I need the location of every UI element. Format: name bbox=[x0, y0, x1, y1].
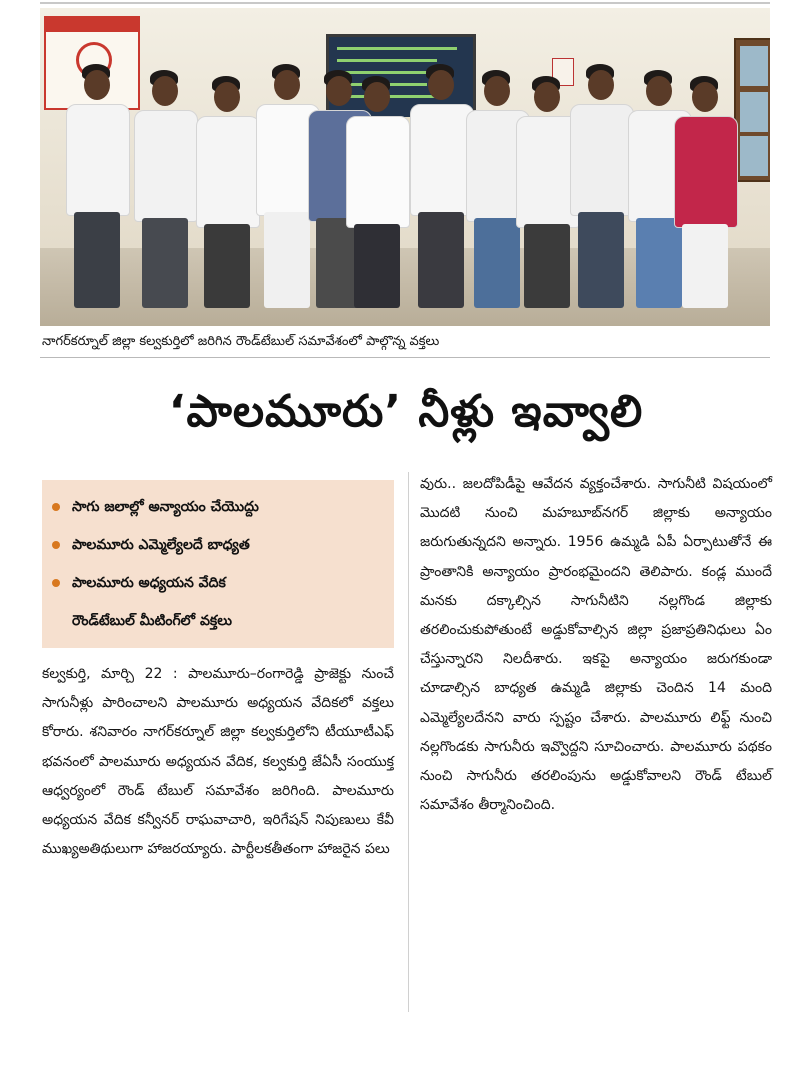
photo-window bbox=[734, 38, 770, 182]
bullet-icon bbox=[52, 541, 60, 549]
highlight-continuation: రౌండ్‌టేబుల్ మీటింగ్‌లో వక్తలు bbox=[72, 613, 232, 629]
headline: ‘పాలమూరు’ నీళ్లు ఇవ్వాలి bbox=[168, 386, 644, 437]
article-paragraph: కల్వకుర్తి, మార్చి 22 : పాలమూరు–రంగారెడ్డి ప్రాజెక్టు నుంచే సాగునీళ్లు పారించాలని పాలమూరు అధ్యయన వేదికలో వక్తలు కోరారు. శనివారం నాగర్‌కర్నూల్ జిల్లా కల్వకుర్తిలోని టీయూటీఎఫ్ భవనంలో పాలమూరు అధ్యయన వేదిక, కల్వకుర్తి జేఏసీ సంయుక్త ఆధ్వర్యంలో రౌండ్ టేబుల్ సమావేశం జరిగింది. పాలమూరు అధ్యయన వేదిక కన్వీనర్ రాఘవాచారి, ఇరిగేషన్ నిపుణులు కేవీ ముఖ్యఅతిథులుగా హాజరయ్యారు. పార్టీలకతీతంగా హాజరైన పలు bbox=[42, 666, 394, 858]
news-photo bbox=[40, 8, 770, 326]
article-column-left bbox=[42, 660, 394, 864]
bullet-icon bbox=[52, 503, 60, 511]
top-border bbox=[40, 2, 770, 4]
caption-divider bbox=[40, 357, 770, 358]
article-column-right bbox=[420, 470, 772, 820]
highlights-box: సాగు జలాల్లో అన్యాయం చేయొద్దు పాలమూరు ఎమ్మెల్యేలదే బాధ్యత పాలమూరు అధ్యయన వేదిక రౌండ్‌టేబుల్ మీటింగ్‌లో వక్తలు bbox=[42, 480, 394, 648]
photo-caption: నాగర్‌కర్నూల్ జిల్లా కల్వకుర్తిలో జరిగిన రౌండ్‌టేబుల్ సమావేశంలో పాల్గొన్న వక్తలు bbox=[42, 334, 440, 349]
bullet-icon bbox=[52, 579, 60, 587]
column-divider bbox=[408, 472, 409, 1012]
article-paragraph: వురు.. జలదోపిడీపై ఆవేదన వ్యక్తంచేశారు. సాగునీటి విషయంలో మొదటి నుంచి మహబూబ్‌నగర్ జిల్లాకు అన్యాయం జరుగుతున్నదని అన్నారు. 1956 ఉమ్మడి ఏపీ ఏర్పాటుతోనే ఈ ప్రాంతానికి అన్యాయం ప్రారంభమైందని తెలిపారు. కండ్ల ముందే మనకు దక్కాల్సిన సాగునీటిని నల్లగొండ జిల్లాకు తరలించుకుపోతుంటే అడ్డుకోవాల్సిన జిల్లా ప్రజాప్రతినిధులు ఏం చేస్తున్నారని నిలదీశారు. ఇకపై అన్యాయం జరుగకుండా చూడాల్సిన బాధ్యత ఉమ్మడి జిల్లాకు చెందిన 14 మంది ఎమ్మెల్యేలదేనని వారు స్పష్టం చేశారు. పాలమూరు లిఫ్ట్ నుంచి నల్లగొండకు సాగునీరు ఇవ్వొద్దని సూచించారు. పాలమూరు పథకం నుంచి సాగునీరు తరలింపును అడ్డుకోవాలని రౌండ్ టేబుల్ సమావేశం తీర్మానించింది. bbox=[420, 476, 772, 814]
